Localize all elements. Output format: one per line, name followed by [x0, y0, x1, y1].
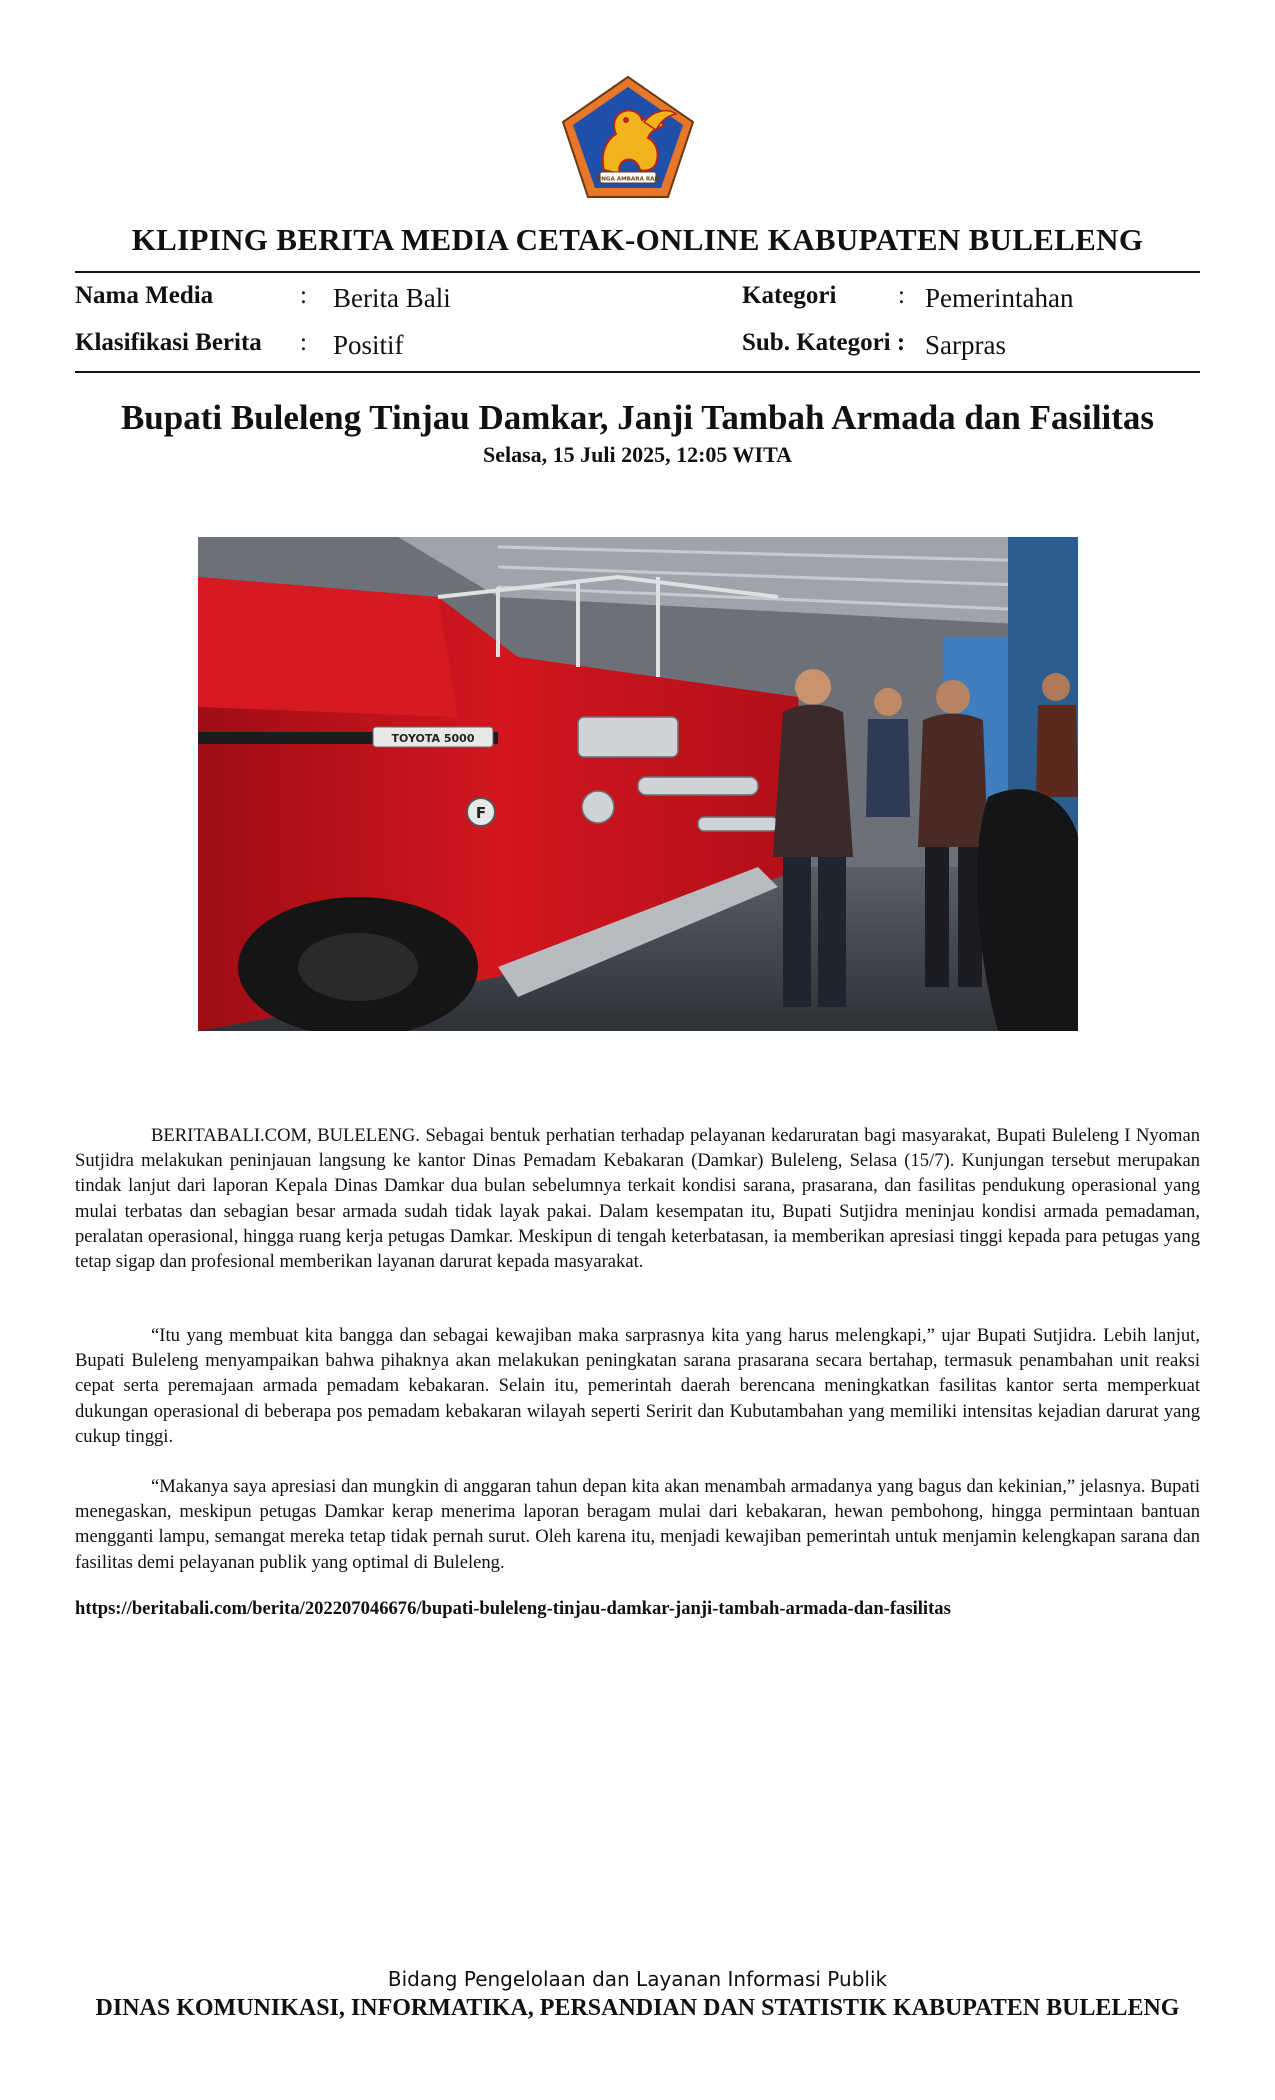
klasifikasi-value: Positif — [333, 330, 404, 360]
sub-kategori-label: Sub. Kategori : — [742, 329, 906, 356]
page-title: KLIPING BERITA MEDIA CETAK-ONLINE KABUPATEN BULELENG — [131, 222, 1144, 257]
article-date: Selasa, 15 Juli 2025, 12:05 WITA — [482, 442, 793, 467]
nama-media-value: Berita Bali — [333, 283, 451, 313]
kategori-value: Pemerintahan — [925, 283, 1074, 313]
kategori-colon: : — [898, 282, 905, 309]
paragraph-text: “Itu yang membuat kita bangga dan sebagai kewajiban maka sarprasnya kita yang harus melengkapi,” ujar Bupati Sutjidra. Lebih lanjut, Bupati Buleleng menyampaikan bahwa pihaknya akan melakukan peningkatan sarana prasarana secara bertahap, termasuk penambahan unit reaksi cepat serta peremajaan armada pemadam kebakaran. Selain itu, pemerintah daerah berencana meningkatkan fasilitas kantor serta memperkuat dukungan operasional di beberapa pos pemadam kebakaran wilayah seperti Seririt dan Kubutambahan yang memiliki intensitas kejadian darurat yang cukup tinggi. — [75, 1325, 1200, 1447]
divider — [75, 271, 1200, 273]
footer-department: Bidang Pengelolaan dan Layanan Informasi Publik — [387, 1967, 888, 1991]
regency-logo — [560, 74, 696, 200]
article-photo — [198, 537, 1078, 1031]
article-title: Bupati Buleleng Tinjau Damkar, Janji Tambah Armada dan Fasilitas — [120, 398, 1155, 437]
nama-media-label: Nama Media — [75, 282, 214, 309]
sub-kategori-value: Sarpras — [925, 330, 1006, 360]
logo-motto: SINGA AMBARA RAJA — [595, 176, 661, 183]
nama-media-colon: : — [300, 282, 307, 309]
klasifikasi-colon: : — [300, 329, 307, 356]
kategori-label: Kategori — [742, 282, 837, 309]
klasifikasi-label: Klasifikasi Berita — [75, 329, 262, 356]
source-link[interactable]: https://beritabali.com/berita/202207046676/bupati-buleleng-tinjau-damkar-janji-tambah-armada-dan-fasilitas — [75, 1598, 951, 1619]
article-paragraph-1 — [75, 1123, 1200, 1274]
article-paragraph-3 — [75, 1474, 1200, 1575]
footer-agency: DINAS KOMUNIKASI, INFORMATIKA, PERSANDIAN DAN STATISTIK KABUPATEN BULELENG — [95, 1995, 1180, 2021]
divider — [75, 371, 1200, 373]
paragraph-text: BERITABALI.COM, BULELENG. Sebagai bentuk perhatian terhadap pelayanan kedaruratan bagi masyarakat, Bupati Buleleng I Nyoman Sutjidra melakukan peninjauan langsung ke kantor Dinas Pemadam Kebakaran (Damkar) Buleleng, Selasa (15/7). Kunjungan tersebut merupakan tindak lanjut dari laporan Kepala Dinas Damkar dua bulan sebelumnya terkait kondisi sarana, prasarana, dan fasilitas pendukung operasional yang mulai terbatas dan sebagian besar armada sudah tidak layak pakai. Dalam kesempatan itu, Bupati Sutjidra meninjau kondisi armada pemadaman, peralatan operasional, hingga ruang kerja petugas Damkar. Meskipun di tengah keterbatasan, ia memberikan apresiasi tinggi kepada para petugas yang tetap sigap dan profesional memberikan layanan darurat kepada masyarakat. — [75, 1125, 1200, 1273]
article-paragraph-2 — [75, 1323, 1200, 1449]
paragraph-text: “Makanya saya apresiasi dan mungkin di anggaran tahun depan kita akan menambah armadanya yang bagus dan kekinian,” jelasnya. Bupati menegaskan, meskipun petugas Damkar kerap menerima laporan beragam mulai dari kebakaran, hewan pembohong, hingga permintaan bantuan mengganti lampu, semangat mereka tetap tidak pernah surut. Oleh karena itu, menjadi kewajiban pemerintah untuk menjamin kelengkapan sarana dan fasilitas demi pelayanan publik yang optimal di Buleleng. — [75, 1476, 1200, 1573]
truck-badge: TOYOTA 5000 — [391, 732, 475, 745]
svg-text:F: F — [475, 804, 487, 822]
